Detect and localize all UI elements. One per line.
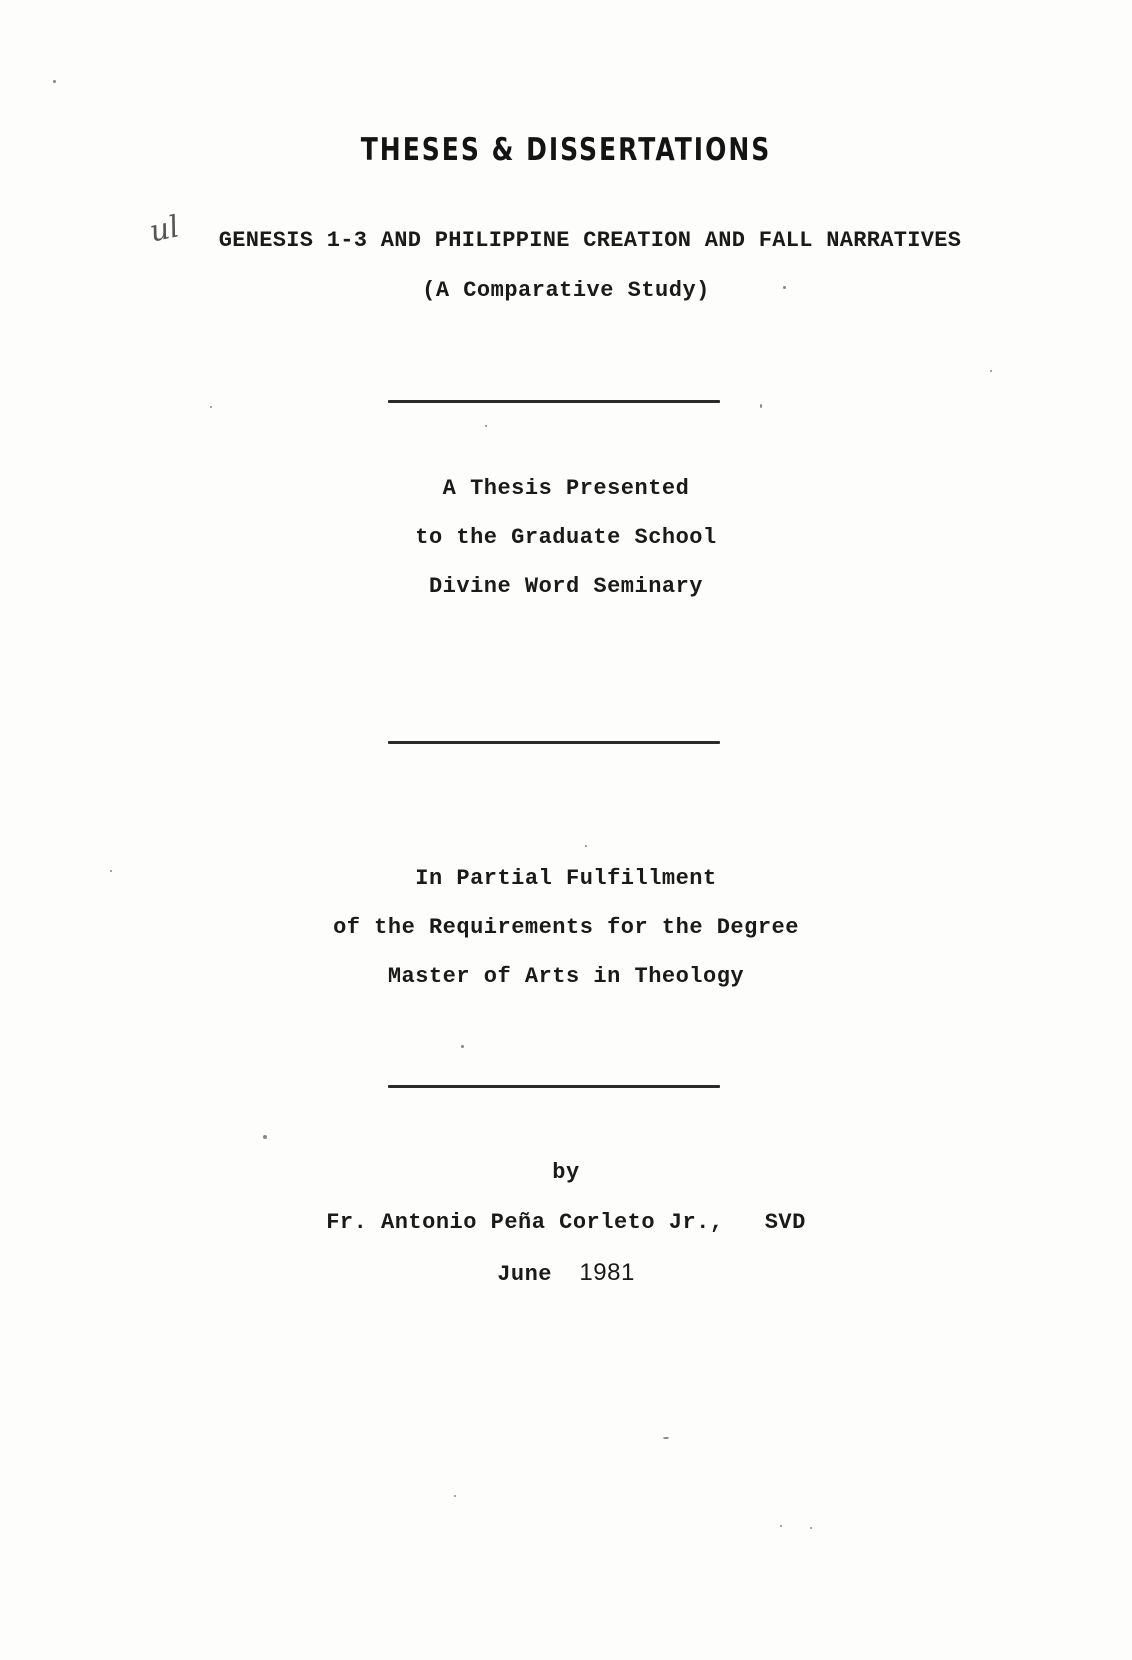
date-year: 1981 [579, 1259, 635, 1286]
scan-speck [663, 1437, 669, 1439]
author-order: SVD [764, 1210, 806, 1235]
divider-rule [388, 400, 720, 403]
fulfillment-line-3: Master of Arts in Theology [387, 964, 745, 989]
date-line [0, 1259, 1132, 1287]
handwritten-margin-mark: ul [146, 209, 183, 250]
scan-speck [780, 1525, 782, 1527]
presentation-line-1: A Thesis Presented [442, 476, 690, 501]
scan-speck [454, 1495, 456, 1497]
scan-speck [485, 425, 487, 427]
fulfillment-line-1: In Partial Fulfillment [415, 866, 717, 891]
scan-speck [810, 1527, 812, 1529]
author-line [0, 1210, 1132, 1235]
scan-speck [585, 845, 587, 847]
presentation-line-2: to the Graduate School [415, 525, 717, 550]
scan-speck [110, 870, 112, 872]
scan-speck [783, 286, 786, 289]
scan-speck [210, 406, 212, 408]
fulfillment-line-2: of the Requirements for the Degree [333, 915, 799, 940]
divider-rule [388, 1085, 720, 1088]
author-name: Fr. Antonio Peña Corleto Jr., [326, 1210, 724, 1235]
scan-speck [263, 1135, 267, 1139]
thesis-title: GENESIS 1-3 AND PHILIPPINE CREATION AND FALL NARRATIVES [218, 228, 962, 253]
presentation-line-3: Divine Word Seminary [428, 574, 704, 599]
library-stamp: THESES & DISSERTATIONS [360, 131, 772, 168]
scan-speck [990, 370, 992, 372]
scan-speck [461, 1045, 464, 1048]
divider-rule [388, 741, 720, 744]
by-line: by [552, 1160, 580, 1185]
scan-speck [53, 80, 56, 83]
scan-speck [760, 404, 762, 408]
thesis-subtitle: (A Comparative Study) [422, 278, 710, 303]
date-month: June [497, 1262, 552, 1287]
